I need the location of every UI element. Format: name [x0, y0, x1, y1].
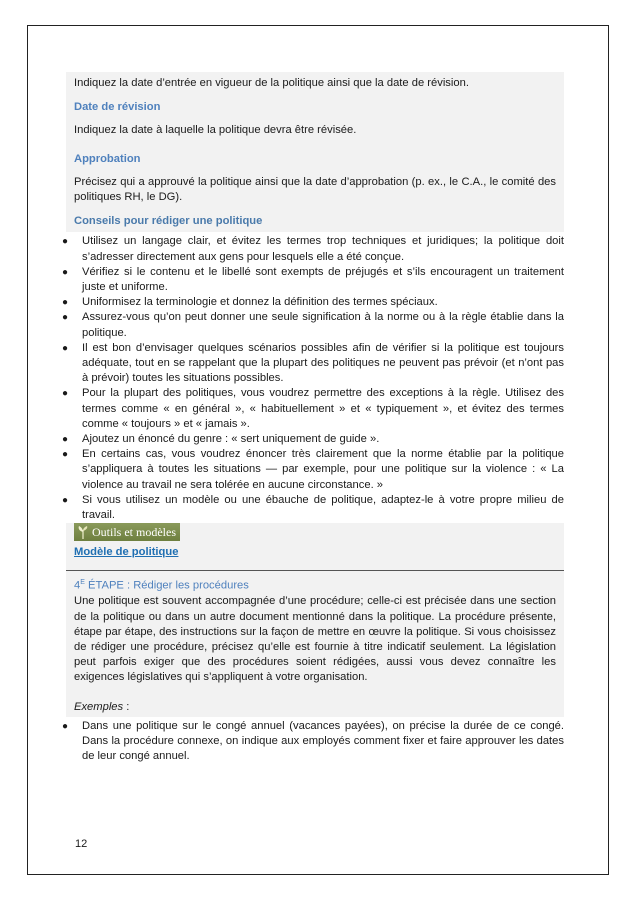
step-block	[66, 571, 564, 716]
bullet-icon: ●	[61, 266, 69, 278]
model-policy-link[interactable]: Modèle de politique	[74, 546, 179, 559]
list-item: ● Uniformisez la terminologie et donnez la définition des termes spéciaux.	[60, 295, 564, 310]
exemples-label: Exemples :	[74, 700, 130, 713]
tools-badge-label: Outils et modèles	[92, 525, 176, 540]
bullet-icon: ●	[61, 388, 69, 400]
list-item: ● Ajoutez un énoncé du genre : « sert uniquement de guide ».	[60, 432, 564, 447]
plant-icon	[77, 525, 89, 539]
bullet-icon: ●	[61, 434, 69, 446]
step-text: Une politique est souvent accompagnée d’une procédure; celle-ci est précisée dans une section de la politique ou dans un autre document mentionné dans la politique. La procédure présente, étape par étape, des instructions sur la façon de mettre en œuvre la politique. Si vous choisissez de rédiger une procédure, précisez qu’elle est fournie à titre indicatif seulement. La législation peut parfois exiger que des procédures soient rédigées, aussi vous devez connaître les exigences législatives qui s’appliquent à votre organisation.	[74, 595, 556, 684]
page-content	[61, 72, 564, 764]
list-item: ● Vérifiez si le contenu et le libellé sont exempts de préjugés et s’ils encouragent un traitement juste et uniforme.	[61, 265, 564, 294]
bullet-icon: ●	[61, 312, 69, 324]
list-item: ● Si vous utilisez un modèle ou une ébauche de politique, adaptez-le à votre propre milieu de travail.	[61, 493, 564, 522]
page-number: 12	[75, 838, 88, 850]
revision-text: Indiquez la date à laquelle la politique devra être révisée.	[74, 124, 357, 137]
bullet-icon: ●	[61, 720, 69, 732]
exemples-list	[60, 717, 564, 765]
revision-heading: Date de révision	[74, 101, 161, 114]
list-item: ● En certains cas, vous voudrez énoncer très clairement que la norme établie par la politique s’appliquera à toutes les situations — par exemple, pour une politique sur la violence : « La violence au travail ne sera tolérée en aucune circonstance. »	[61, 448, 564, 491]
intro-text: Indiquez la date d’entrée en vigueur de la politique ainsi que la date de révision.	[74, 77, 469, 89]
bullet-icon: ●	[61, 449, 69, 461]
bullet-icon: ●	[61, 494, 69, 506]
list-item: ● Il est bon d’envisager quelques scénarios possibles afin de vérifier si la politique est toujours adéquate, tout en se rappelant que la plupart des politiques ne peuvent pas prévoir (et n’ont pas à prévoir) toutes les situations possibles.	[61, 341, 564, 385]
bullet-icon: ●	[61, 297, 69, 309]
approbation-heading: Approbation	[74, 152, 141, 165]
approbation-text: Précisez qui a approuvé la politique ainsi que la date d’approbation (p. ex., le C.A., le comité des politiques RH, le DG).	[74, 175, 556, 204]
tools-row	[66, 523, 564, 541]
step-heading: $4^E$ ÉTAPE : Rédiger les procédures	[74, 579, 249, 593]
conseils-heading: Conseils pour rédiger une politique	[74, 215, 263, 228]
tools-badge	[74, 523, 180, 541]
list-item: ● Utilisez un langage clair, et évitez les termes trop techniques et juridiques; la politique doit s’adresser directement aux gens pour lesquels elle a été conçue.	[61, 235, 564, 263]
list-item: ● Pour la plupart des politiques, vous voudrez permettre des exceptions à la règle. Utilisez des termes comme « en général », « habituellement » et « typiquement », et évitez des termes comme « toujours » et « jamais ».	[61, 387, 564, 430]
list-item: ● Dans une politique sur le congé annuel (vacances payées), on précise la durée de ce congé. Dans la procédure connexe, on indique aux employés comment fixer et faire approuver les dates de leur congé annuel.	[61, 719, 564, 763]
list-item: ● Assurez-vous qu’on peut donner une seule signification à la norme ou à la règle établie dans la politique.	[61, 311, 564, 339]
conseils-list	[60, 232, 564, 523]
shaded-block	[66, 72, 564, 232]
bullet-icon: ●	[61, 342, 69, 354]
bullet-icon: ●	[61, 236, 69, 248]
tools-block	[66, 523, 564, 570]
